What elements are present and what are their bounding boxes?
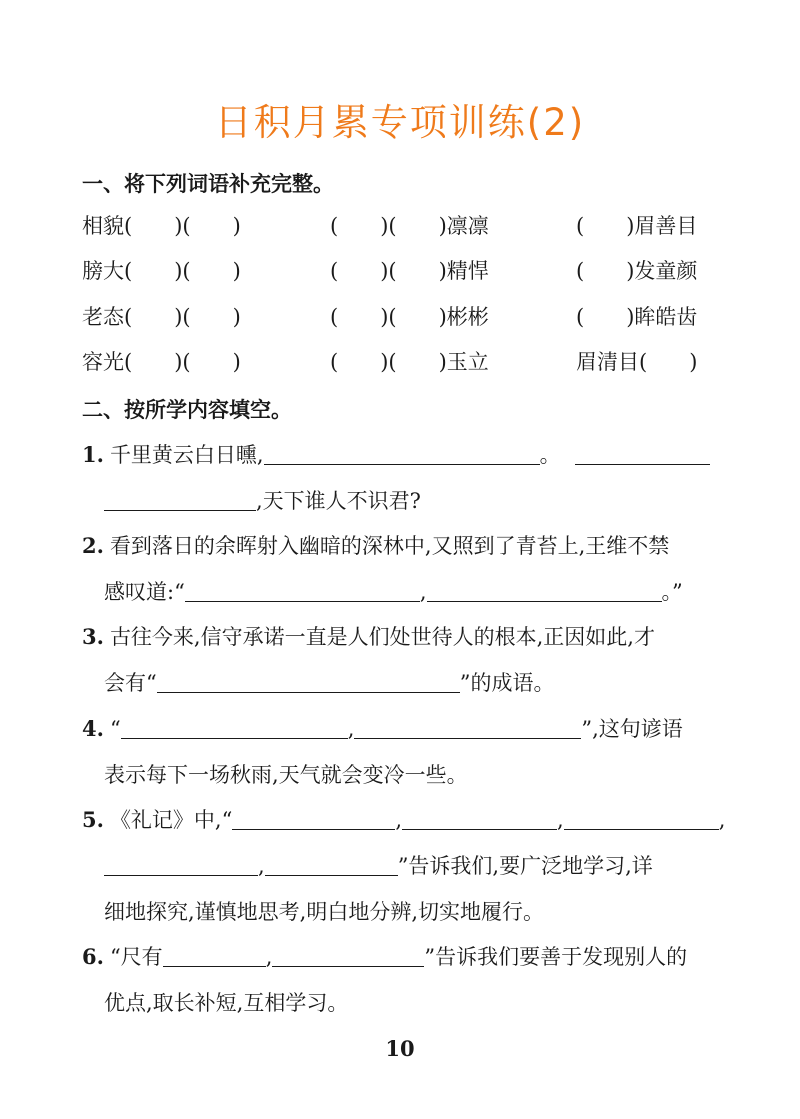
question-text: ”告诉我们,要广泛地学习,详 <box>397 854 653 878</box>
question-text: ”,这句谚语 <box>581 717 683 741</box>
question-5-line-1 <box>82 805 725 835</box>
answer-blank[interactable] <box>427 579 662 602</box>
question-2-line-1 <box>82 531 669 561</box>
idiom-r4c1: 容光( )( ) <box>82 350 241 374</box>
question-5-line-3 <box>104 897 544 927</box>
question-2-line-2 <box>104 577 683 607</box>
idiom-r1c1: 相貌( )( ) <box>82 214 241 238</box>
question-text: 优点,取长补短,互相学习。 <box>104 991 349 1015</box>
question-3-line-2 <box>104 668 555 698</box>
question-text: “尺有 <box>109 945 163 969</box>
question-text: ”告诉我们要善于发现别人的 <box>424 945 688 969</box>
question-text: 千里黄云白日曛, <box>109 443 264 467</box>
idiom-r1c3: ( )眉善目 <box>576 214 698 238</box>
question-text: ”的成语。 <box>459 671 555 695</box>
question-1-line-1 <box>82 440 710 470</box>
answer-blank[interactable] <box>104 853 258 876</box>
idiom-r2c1: 膀大( )( ) <box>82 259 241 283</box>
question-5-line-2 <box>104 851 653 881</box>
question-text: “ <box>109 717 121 741</box>
question-3-line-1 <box>82 622 655 652</box>
question-text: 。 <box>539 443 561 467</box>
idiom-r3c2: ( )( )彬彬 <box>330 305 489 329</box>
answer-blank[interactable] <box>564 807 719 830</box>
question-text: , <box>258 854 265 878</box>
idiom-r1c2: ( )( )凛凛 <box>330 214 489 238</box>
idiom-r4c2: ( )( )玉立 <box>330 350 489 374</box>
page-number: 10 <box>385 1036 415 1061</box>
question-6-line-2 <box>104 988 348 1018</box>
question-text: 《礼记》中,“ <box>109 808 233 832</box>
idiom-r3c1: 老态( )( ) <box>82 305 241 329</box>
idiom-r2c2: ( )( )精悍 <box>330 259 489 283</box>
section1-heading: 一、将下列词语补充完整。 <box>82 172 334 196</box>
answer-blank[interactable] <box>163 944 266 967</box>
question-text: 表示每下一场秋雨,天气就会变冷一些。 <box>104 763 468 787</box>
idiom-r3c3: ( )眸皓齿 <box>576 305 698 329</box>
question-text: 古往今来,信守承诺一直是人们处世待人的根本,正因如此,才 <box>109 625 655 649</box>
question-text: , <box>347 717 355 741</box>
answer-blank[interactable] <box>272 944 424 967</box>
section2-heading: 二、按所学内容填空。 <box>82 398 292 422</box>
question-text: 细地探究,谨慎地思考,明白地分辨,切实地履行。 <box>104 900 545 924</box>
answer-blank[interactable] <box>157 670 460 693</box>
question-6-line-1 <box>82 942 687 972</box>
question-number: 3. <box>82 624 104 649</box>
question-text: , <box>718 808 726 832</box>
question-number: 2. <box>82 533 104 558</box>
answer-blank[interactable] <box>264 442 540 465</box>
question-text: ,天下谁人不识君? <box>256 489 421 513</box>
answer-blank[interactable] <box>121 716 348 739</box>
answer-blank[interactable] <box>354 716 581 739</box>
answer-blank[interactable] <box>265 853 398 876</box>
question-text: , <box>395 808 403 832</box>
question-number: 1. <box>82 442 104 467</box>
question-number: 4. <box>82 716 104 741</box>
answer-blank[interactable] <box>104 488 256 511</box>
answer-blank[interactable] <box>185 579 420 602</box>
idiom-r2c3: ( )发童颜 <box>576 259 698 283</box>
question-number: 5. <box>82 807 104 832</box>
question-text: , <box>557 808 564 832</box>
answer-blank[interactable] <box>402 807 557 830</box>
question-text: , <box>265 945 273 969</box>
answer-blank[interactable] <box>575 442 710 465</box>
question-4-line-2 <box>104 760 468 790</box>
question-text: 看到落日的余晖射入幽暗的深林中,又照到了青苔上,王维不禁 <box>109 534 670 558</box>
question-text: 感叹道:“ <box>104 580 185 604</box>
question-1-line-2 <box>104 486 421 516</box>
answer-blank[interactable] <box>232 807 395 830</box>
question-text: 会有“ <box>104 671 157 695</box>
question-text: 。” <box>661 580 683 604</box>
question-text: , <box>419 580 427 604</box>
question-number: 6. <box>82 944 104 969</box>
idiom-r4c3: 眉清目( ) <box>576 350 698 374</box>
question-4-line-1 <box>82 714 683 744</box>
page-title: 日积月累专项训练(2) <box>214 101 586 144</box>
